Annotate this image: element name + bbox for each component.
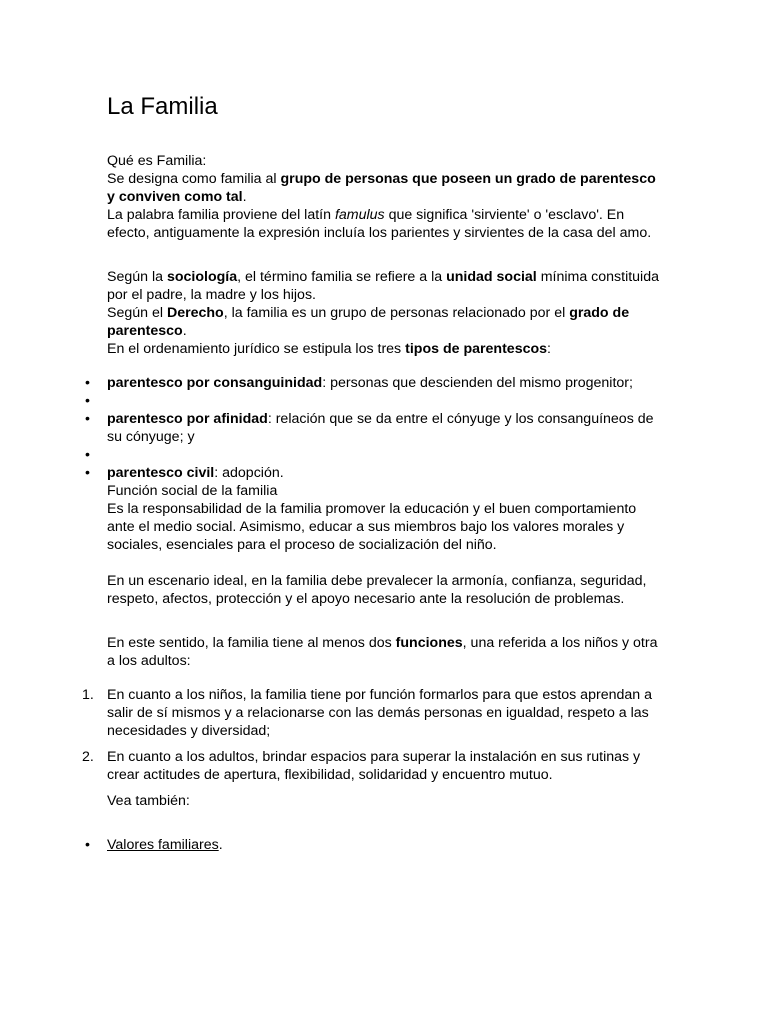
valores-familiares-link[interactable]: Valores familiares bbox=[107, 837, 219, 853]
list-item: • parentesco por afinidad: relación que se da entre el cónyuge y los consanguíneos de su cónyuge; y bbox=[85, 411, 654, 445]
funcion-heading: Función social de la familia bbox=[107, 483, 278, 499]
intro-paragraph-2: La palabra familia proviene del latín famulus que significa 'sirviente' o 'esclavo'. En efecto, antiguamente la expresión incluía los parientes y sirvientes de la casa del amo. bbox=[107, 207, 652, 241]
bullet-icon: • bbox=[85, 375, 90, 391]
see-also-list bbox=[85, 836, 667, 854]
vea-tambien: Vea también: bbox=[107, 793, 190, 809]
bullet-icon: • bbox=[85, 447, 90, 463]
list-number: 1. bbox=[82, 687, 94, 703]
list-item: 2. En cuanto a los adultos, brindar espacios para superar la instalación en sus rutinas y crear actitudes de apertura, flexibilidad, solidaridad y encuentro mutuo. Vea también: bbox=[107, 748, 667, 810]
funcion-paragraph-1: Es la responsabilidad de la familia promover la educación y el buen comportamiento ante el medio social. Asimismo, educar a sus miembros bajo los valores morales y sociales, esenciales para el proceso de socialización del niño. bbox=[107, 501, 637, 553]
bullet-icon: • bbox=[85, 393, 90, 409]
funcion-paragraph-3: En este sentido, la familia tiene al menos dos funciones, una referida a los niños y otra a los adultos: bbox=[107, 635, 658, 669]
parentesco-list bbox=[85, 374, 667, 670]
list-item: • parentesco por consanguinidad: personas que descienden del mismo progenitor; bbox=[85, 375, 633, 391]
derecho-paragraph: Según el Derecho, la familia es un grupo de personas relacionado por el grado de parentesco. bbox=[107, 305, 630, 339]
intro-heading: Qué es Familia: bbox=[107, 153, 207, 169]
funcion-paragraph-2: En un escenario ideal, en la familia debe prevalecer la armonía, confianza, seguridad, respeto, afectos, protección y el apoyo necesario ante la resolución de problemas. bbox=[107, 573, 647, 607]
list-item: 1. En cuanto a los niños, la familia tiene por función formarlos para que estos aprendan a salir de sí mismos y a relacionarse con las demás personas en igualdad, respeto a las necesidades y diversidad; bbox=[82, 687, 652, 739]
bullet-icon: • bbox=[85, 411, 90, 427]
list-item: • Valores familiares. bbox=[85, 837, 223, 853]
bullet-icon: • bbox=[85, 837, 90, 853]
funciones-list bbox=[82, 686, 667, 810]
list-item: • parentesco civil: adopción. Función social de la familia Es la responsabilidad de la familia promover la educación y el buen comportamiento ante el medio social. Asimismo, educar a sus miembros bajo los valores morales y sociales, esenciales para el proceso de socialización del niño. En un escenario ideal, en la familia debe prevalecer la armonía, confianza, seguridad, respeto, afectos, protección y el apoyo necesario ante la resolución de problemas. En este sentido, la familia tiene al menos dos funciones, una referida a los niños y otra a los adultos: bbox=[107, 464, 667, 670]
empty-list-item bbox=[85, 392, 667, 410]
ordenamiento-paragraph: En el ordenamiento jurídico se estipula los tres tipos de parentescos: bbox=[107, 341, 551, 357]
document-page bbox=[82, 92, 667, 854]
bullet-icon: • bbox=[85, 465, 90, 481]
intro-paragraph-1: Se designa como familia al grupo de personas que poseen un grado de parentesco y conviven como tal. bbox=[107, 171, 656, 205]
sociologia-paragraph: Según la sociología, el término familia se refiere a la unidad social mínima constituida por el padre, la madre y los hijos. bbox=[107, 269, 659, 303]
list-number: 2. bbox=[82, 749, 94, 765]
empty-list-item bbox=[85, 446, 667, 464]
page-title: La Familia bbox=[107, 93, 218, 120]
